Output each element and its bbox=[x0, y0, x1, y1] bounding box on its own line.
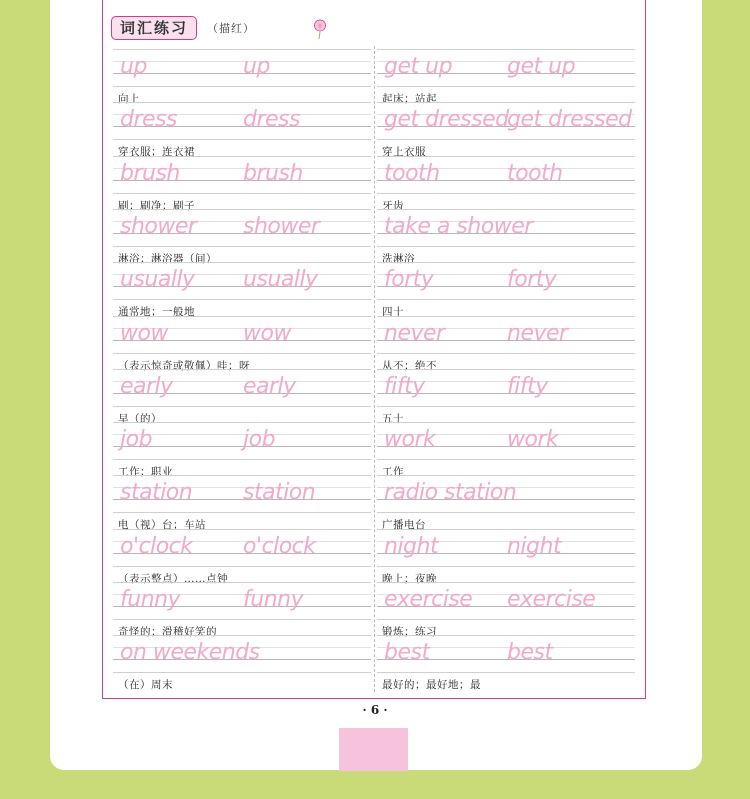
trace-word-repeat: tooth bbox=[507, 160, 563, 186]
word-meaning: 工作 bbox=[382, 466, 404, 479]
trace-word: funny bbox=[120, 587, 181, 612]
vocab-entry bbox=[377, 209, 635, 265]
trace-word-repeat: exercise bbox=[507, 587, 596, 612]
word-meaning: 刷；刷净；刷子 bbox=[118, 199, 195, 212]
trace-word: forty bbox=[384, 267, 434, 293]
word-meaning: 最好的；最好地；最 bbox=[382, 679, 481, 692]
trace-word-repeat: early bbox=[243, 373, 296, 399]
word-meaning: 锻炼；练习 bbox=[382, 626, 437, 638]
trace-word-repeat: get up bbox=[507, 54, 576, 79]
trace-word: tooth bbox=[384, 160, 440, 186]
word-meaning: 牙齿 bbox=[382, 199, 404, 212]
word-meaning: 通常地；一般地 bbox=[118, 306, 195, 319]
trace-word: fifty bbox=[384, 373, 425, 399]
word-meaning: 晚上；夜晚 bbox=[382, 572, 437, 585]
word-meaning: 电（视）台；车站 bbox=[118, 519, 206, 532]
trace-word-repeat: wow bbox=[243, 320, 291, 346]
word-meaning: 淋浴；淋浴器（间） bbox=[118, 252, 217, 265]
trace-word: radio station bbox=[384, 480, 517, 506]
vocab-entry bbox=[113, 262, 371, 319]
trace-word: o'clock bbox=[120, 533, 193, 559]
vocab-entry bbox=[113, 49, 371, 105]
word-meaning: 穿上衣服 bbox=[382, 146, 426, 159]
writing-lines bbox=[113, 49, 371, 87]
trace-word: get dressed bbox=[384, 107, 509, 133]
vocab-entry bbox=[113, 635, 371, 692]
column-divider bbox=[374, 46, 375, 692]
trace-word-repeat: never bbox=[507, 320, 568, 346]
trace-word: shower bbox=[120, 213, 197, 239]
word-meaning: 起床；站起 bbox=[382, 93, 437, 105]
vocab-entry bbox=[377, 262, 635, 319]
page-number: · 6 · bbox=[362, 703, 388, 717]
trace-word-repeat: best bbox=[507, 640, 553, 666]
word-meaning: 穿衣服；连衣裙 bbox=[118, 146, 195, 159]
trace-word: station bbox=[120, 480, 193, 506]
trace-word: early bbox=[120, 373, 173, 399]
trace-word: work bbox=[384, 427, 436, 453]
page-tab bbox=[339, 728, 408, 771]
trace-word-repeat: dress bbox=[243, 107, 300, 133]
section-title: 词汇练习 bbox=[111, 16, 197, 40]
word-meaning: 四十 bbox=[382, 306, 404, 319]
vocab-entry bbox=[113, 316, 371, 372]
vocab-entry bbox=[377, 369, 635, 425]
vocab-entry bbox=[377, 582, 635, 638]
word-meaning: 向上 bbox=[118, 93, 140, 105]
word-meaning: （表示惊奇或敬佩）哇；呀 bbox=[118, 359, 250, 372]
trace-word-repeat: fifty bbox=[507, 373, 548, 399]
vocab-entry bbox=[377, 316, 635, 372]
vocab-entry bbox=[113, 529, 371, 585]
trace-word: up bbox=[120, 54, 147, 79]
trace-word: get up bbox=[384, 54, 453, 79]
trace-word-repeat: funny bbox=[243, 587, 304, 612]
flower-icon bbox=[311, 18, 329, 40]
vocab-entry bbox=[377, 529, 635, 585]
trace-word-repeat: o'clock bbox=[243, 533, 316, 559]
vocab-entry bbox=[113, 475, 371, 532]
vocab-entry bbox=[377, 102, 635, 159]
section-heading bbox=[111, 16, 255, 40]
trace-word-repeat: up bbox=[243, 54, 270, 79]
trace-word-repeat: work bbox=[507, 427, 559, 453]
word-meaning: （在）周末 bbox=[118, 679, 173, 692]
word-meaning: 奇怪的；滑稽好笑的 bbox=[118, 626, 217, 638]
trace-word: on weekends bbox=[120, 640, 260, 666]
vocab-entry bbox=[113, 102, 371, 159]
trace-word: take a shower bbox=[384, 213, 533, 239]
trace-word-repeat: forty bbox=[507, 267, 557, 293]
trace-word: job bbox=[120, 427, 153, 453]
section-subtitle: （描红） bbox=[207, 22, 256, 35]
vocab-entry bbox=[113, 156, 371, 212]
trace-word-repeat: station bbox=[243, 480, 316, 506]
word-meaning: 早（的） bbox=[118, 412, 162, 425]
vocab-entry bbox=[377, 635, 635, 692]
trace-word: night bbox=[384, 533, 439, 559]
trace-word-repeat: job bbox=[243, 427, 276, 453]
trace-word: exercise bbox=[384, 587, 473, 612]
word-meaning: 洗淋浴 bbox=[382, 252, 415, 265]
trace-word-repeat: shower bbox=[243, 213, 320, 239]
trace-word: brush bbox=[120, 160, 180, 186]
trace-word: usually bbox=[120, 267, 195, 293]
trace-word: dress bbox=[120, 107, 177, 133]
vocab-entry bbox=[113, 369, 371, 425]
vocab-entry bbox=[113, 422, 371, 479]
trace-word: never bbox=[384, 320, 445, 346]
vocab-entry bbox=[377, 475, 635, 532]
vocab-entry bbox=[377, 49, 635, 105]
trace-word-repeat: get dressed bbox=[507, 107, 632, 133]
word-meaning: 广播电台 bbox=[382, 519, 426, 532]
trace-word-repeat: brush bbox=[243, 160, 303, 186]
trace-word: wow bbox=[120, 320, 168, 346]
vocab-entry bbox=[113, 582, 371, 638]
trace-word-repeat: night bbox=[507, 533, 562, 559]
trace-word: best bbox=[384, 640, 430, 666]
word-meaning: （表示整点）……点钟 bbox=[118, 572, 228, 585]
trace-word-repeat: usually bbox=[243, 267, 318, 293]
vocab-entry bbox=[377, 422, 635, 479]
vocab-entry bbox=[377, 156, 635, 212]
vocab-entry bbox=[113, 209, 371, 265]
word-meaning: 从不；绝不 bbox=[382, 359, 437, 372]
word-meaning: 工作；职业 bbox=[118, 466, 173, 479]
word-meaning: 五十 bbox=[382, 412, 404, 425]
